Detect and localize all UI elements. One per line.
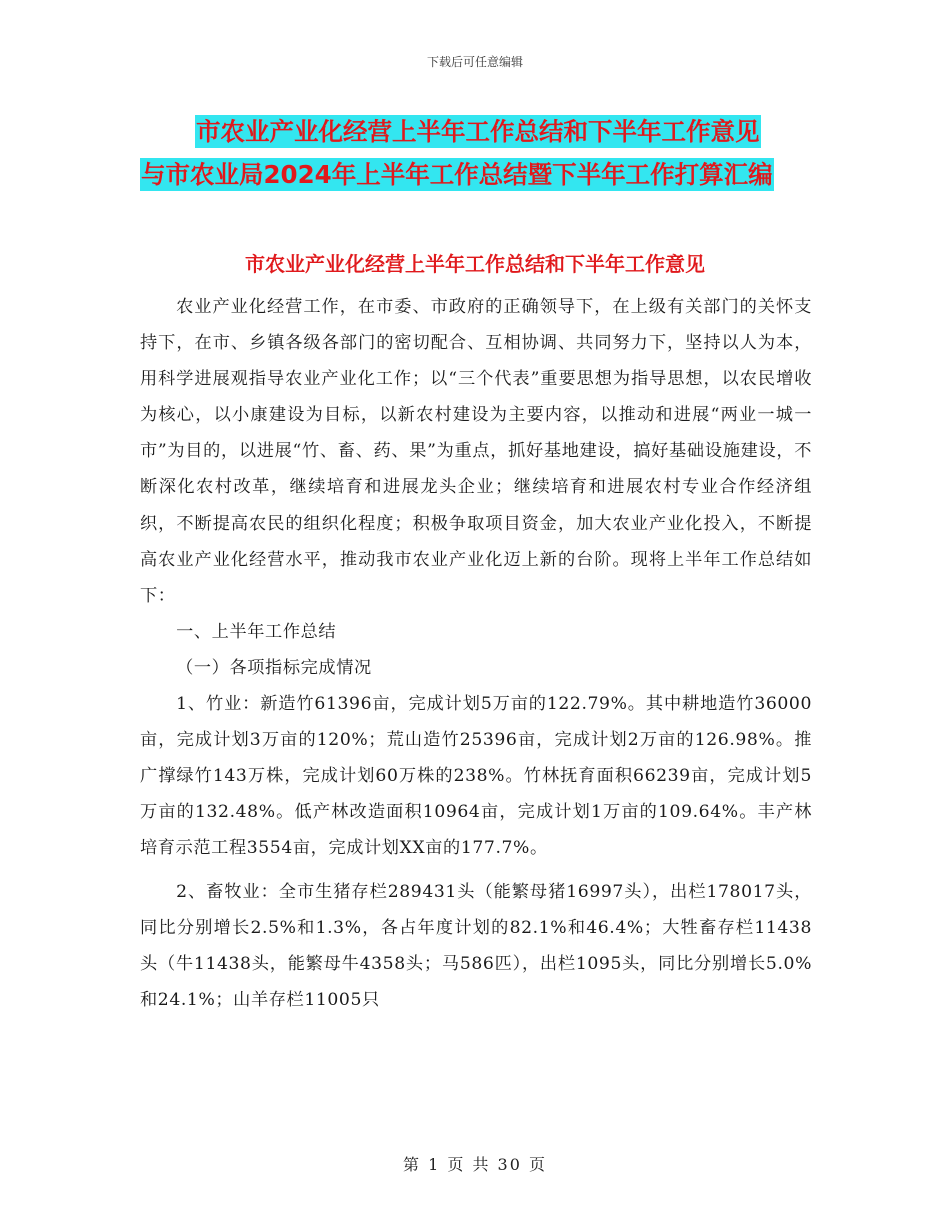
paragraph-intro: 农业产业化经营工作，在市委、市政府的正确领导下，在上级有关部门的关怀支持下，在市、乡镇各级各部门的密切配合、互相协调、共同努力下，坚持以人为本，用科学进展观指导农业产业化工作；以“三个代表”重要思想为指导思想，以农民增收为核心，以小康建设为目标，以新农村建设为主要内容，以推动和进展“两业一城一市”为目的，以进展“竹、畜、药、果”为重点，抓好基地建设，搞好基础设施建设，不断深化农村改革，继续培育和进展龙头企业；继续培育和进展农村专业合作经济组织，不断提高农民的组织化程度；积极争取项目资金，加大农业产业化投入，不断提高农业产业化经营水平，推动我市农业产业化迈上新的台阶。现将上半年工作总结如下：: [140, 297, 812, 606]
paragraph-livestock: 2、畜牧业：全市生猪存栏289431头（能繁母猪16997头），出栏178017头，同比分别增长2.5%和1.3%，各占年度计划的82.1%和46.4%；大牲畜存栏11438头（牛11438头，能繁母牛4358头；马586匹），出栏1095头，同比分别增长5.0%和24.1%；山羊存栏11005只: [140, 881, 812, 1010]
page-footer: 第 1 页 共 30 页: [403, 1155, 547, 1174]
body-text: [140, 289, 812, 1018]
paragraph-bamboo: 1、竹业：新造竹61396亩，完成计划5万亩的122.79%。其中耕地造竹36000亩，完成计划3万亩的120%；荒山造竹25396亩，完成计划2万亩的126.98%。推广撑绿竹143万株，完成计划60万株的238%。竹林抚育面积66239亩，完成计划5万亩的132.48%。低产林改造面积10964亩，完成计划1万亩的109.64%。丰产林培育示范工程3554亩，完成计划XX亩的177.7%。: [140, 694, 812, 859]
section-title: 市农业产业化经营上半年工作总结和下半年工作意见: [245, 252, 705, 276]
document-title-line-1: 市农业产业化经营上半年工作总结和下半年工作意见: [196, 117, 760, 146]
document-title: [140, 110, 820, 196]
header-note: 下载后可任意编辑: [426, 55, 523, 69]
document-title-line-2: 与市农业局2024年上半年工作总结暨下半年工作打算汇编: [141, 160, 773, 189]
heading-indicators: （一）各项指标完成情况: [176, 657, 372, 678]
heading-summary: 一、上半年工作总结: [176, 621, 337, 642]
